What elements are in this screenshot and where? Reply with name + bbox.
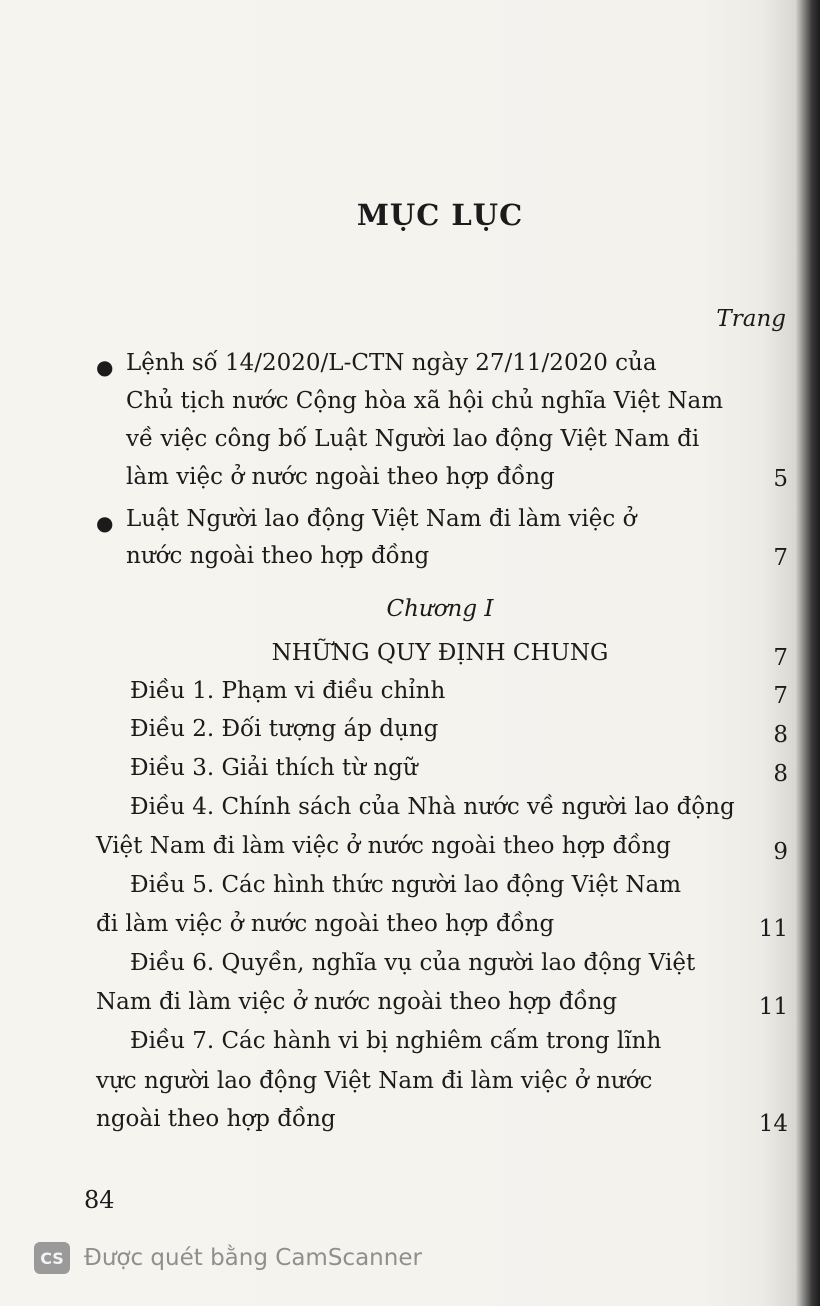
toc-page-number: 11 bbox=[758, 916, 788, 942]
toc-entry: Điều 7. Các hành vi bị nghiêm cấm trong lĩnh bbox=[130, 1028, 662, 1054]
toc-line: về việc công bố Luật Người lao động Việt Nam đi bbox=[126, 426, 700, 452]
chapter-label: Chương I bbox=[386, 596, 494, 622]
toc-entry: Điều 2. Đối tượng áp dụng bbox=[130, 716, 439, 742]
watermark-text: Được quét bằng CamScanner bbox=[84, 1245, 422, 1271]
toc-entry: Điều 1. Phạm vi điều chỉnh bbox=[130, 678, 446, 704]
toc-entry: đi làm việc ở nước ngoài theo hợp đồng bbox=[96, 911, 555, 937]
toc-page-number: 8 bbox=[773, 761, 788, 787]
toc-entry: Điều 4. Chính sách của Nhà nước về người lao động bbox=[130, 794, 735, 820]
toc-page-number: 5 bbox=[773, 466, 788, 492]
toc-page-number: 7 bbox=[773, 683, 788, 709]
toc-entry: Việt Nam đi làm việc ở nước ngoài theo hợp đồng bbox=[96, 833, 671, 859]
bullet-dot: ● bbox=[96, 355, 114, 379]
toc-line: Chủ tịch nước Cộng hòa xã hội chủ nghĩa Việt Nam bbox=[126, 388, 724, 414]
toc-page-number: 7 bbox=[773, 545, 788, 571]
toc-page-number: 9 bbox=[773, 839, 788, 865]
page-title: MỤC LỤC bbox=[356, 198, 524, 232]
chapter-name: NHỮNG QUY ĐỊNH CHUNG bbox=[271, 640, 609, 666]
toc-entry: Điều 3. Giải thích từ ngữ bbox=[130, 755, 418, 781]
toc-entry: Điều 5. Các hình thức người lao động Việt Nam bbox=[130, 872, 682, 898]
page-number: 84 bbox=[84, 1186, 115, 1214]
bullet-dot: ● bbox=[96, 511, 114, 535]
toc-line: làm việc ở nước ngoài theo hợp đồng bbox=[126, 464, 555, 490]
camscanner-watermark bbox=[34, 1238, 422, 1278]
toc-line: Luật Người lao động Việt Nam đi làm việc ở bbox=[126, 506, 637, 532]
toc-line: nước ngoài theo hợp đồng bbox=[126, 543, 430, 569]
camscanner-logo-icon: CS bbox=[34, 1242, 70, 1274]
toc-page-number: 14 bbox=[758, 1111, 788, 1137]
toc-page-number: 7 bbox=[773, 645, 788, 671]
toc-page-number: 11 bbox=[758, 994, 788, 1020]
toc-entry: Nam đi làm việc ở nước ngoài theo hợp đồng bbox=[96, 989, 618, 1015]
toc-entry: ngoài theo hợp đồng bbox=[96, 1106, 336, 1132]
toc-entry: vực người lao động Việt Nam đi làm việc ở nước bbox=[96, 1068, 653, 1094]
toc-line: Lệnh số 14/2020/L-CTN ngày 27/11/2020 của bbox=[126, 350, 657, 376]
toc-page-number: 8 bbox=[773, 722, 788, 748]
page-column-label: Trang bbox=[716, 306, 786, 332]
toc-entry: Điều 6. Quyền, nghĩa vụ của người lao động Việt bbox=[130, 950, 696, 976]
